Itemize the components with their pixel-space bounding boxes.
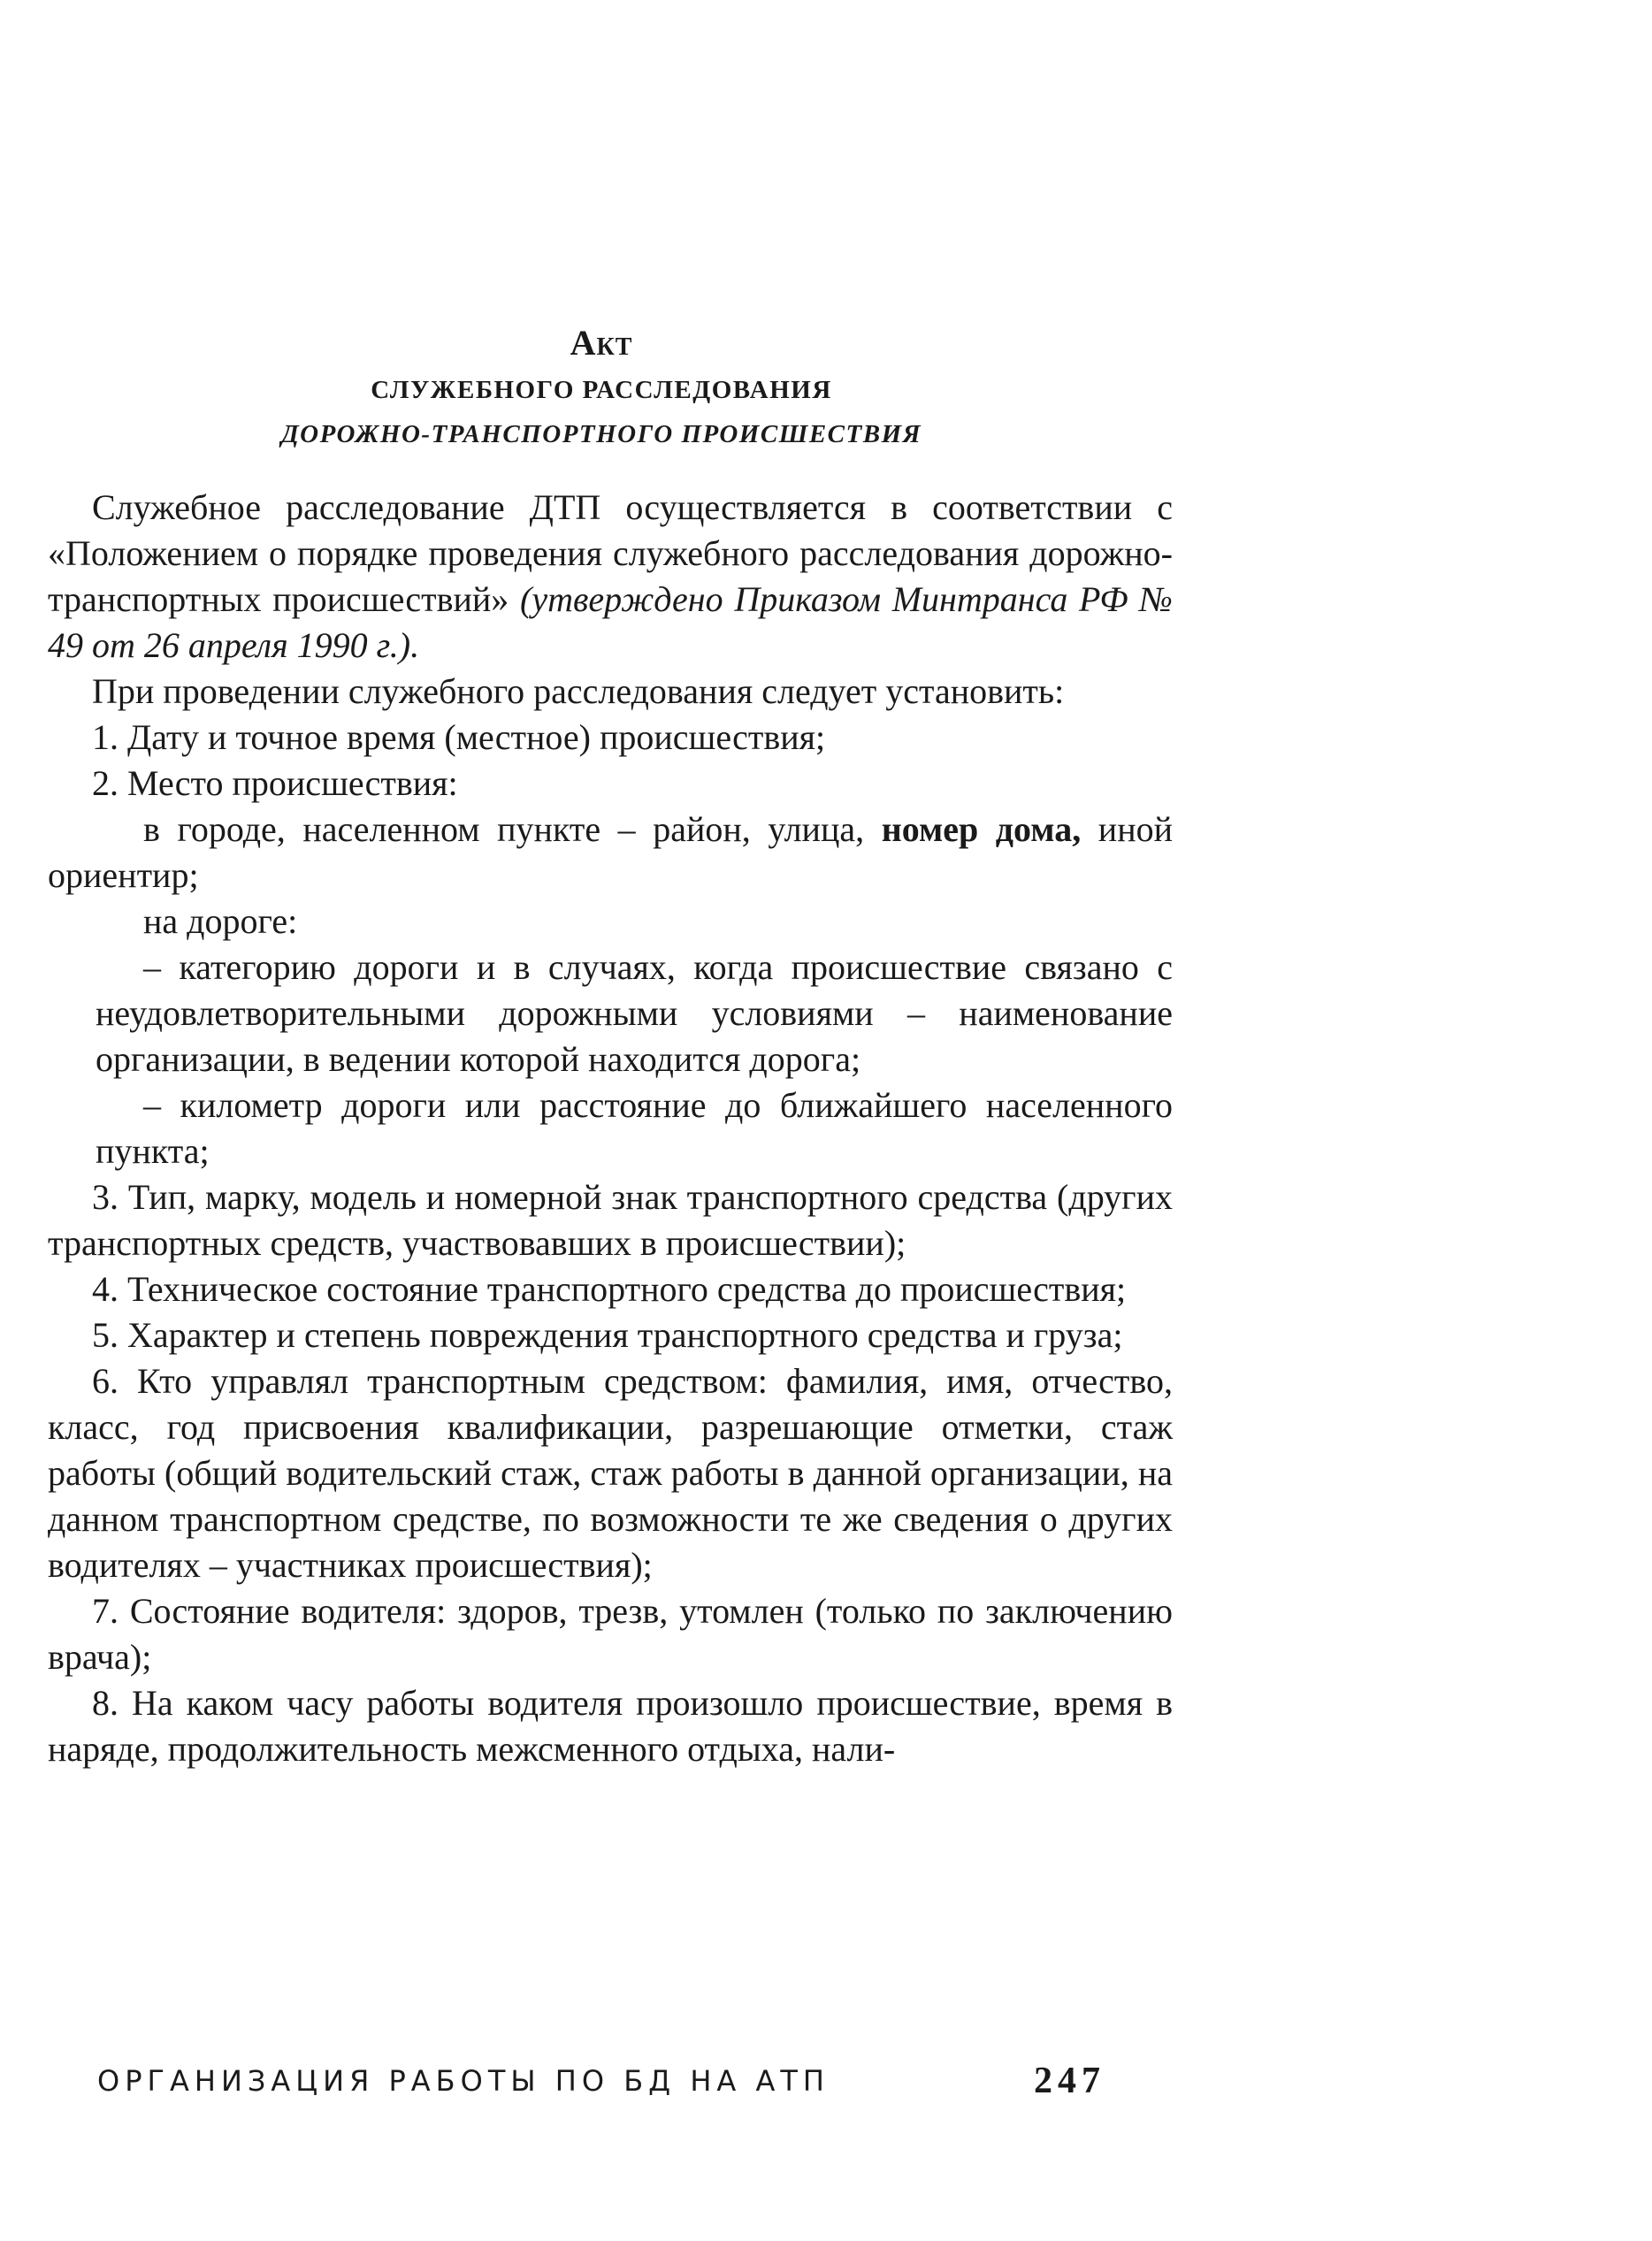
list-item-1: 1. Дату и точное время (местное) происшествия; <box>92 717 826 757</box>
city-bold-text: номер дома, <box>881 809 1082 849</box>
list-item-5: 5. Характер и степень повреждения транспортного средства и груза; <box>92 1315 1123 1355</box>
list-item-6: 6. Кто управлял транспортным средством: фамилия, имя, отчество, класс, год присвоения квалификации, разрешающие отметки, стаж работы (общий водительский стаж, стаж работы в данной организации, на данном транспортном средстве, по возможности те же сведения о других водителях – участниках происшествия); <box>48 1361 1173 1585</box>
city-tail-text: иной ориентир; <box>48 809 1174 895</box>
document-body <box>48 485 1173 1772</box>
intro-paragraph <box>48 485 1173 669</box>
intro-italic-reference: (утверждено Приказом Минтранса РФ № 49 от 26 апреля 1990 г.). <box>48 579 1173 665</box>
list-item-2: 2. Место происшествия: <box>92 763 458 803</box>
city-text: в городе, населенном пункте – район, улица, <box>143 809 882 849</box>
document-heading <box>0 318 1203 456</box>
list-item-2-road: на дороге: <box>143 901 298 941</box>
page-footer <box>97 2059 1105 2103</box>
list-item-7: 7. Состояние водителя: здоров, трезв, утомлен (только по заключению врача); <box>48 1591 1173 1677</box>
document-subtitle-line2: ДОРОЖНО-ТРАНСПОРТНОГО ПРОИСШЕСТВИЯ <box>280 420 922 448</box>
intro-text: Служебное расследование ДТП осуществляется в соответствии с «Положением о порядке проведения служебного расследования дорожно-транспортных происшествий» <box>48 487 1173 619</box>
list-item-4: 4. Техническое состояние транспортного средства до происшествия; <box>92 1269 1127 1309</box>
lead-paragraph: При проведении служебного расследования следует установить: <box>92 671 1065 711</box>
list-item-2-city <box>48 807 1173 899</box>
list-item-8: 8. На каком часу работы водителя произошло происшествие, время в наряде, продолжительность межсменного отдыха, нали- <box>48 1683 1173 1769</box>
page-number: 247 <box>1034 2061 1105 2101</box>
document-subtitle-line1: СЛУЖЕБНОГО РАССЛЕДОВАНИЯ <box>371 376 832 404</box>
list-item-2-road-kilometer: – километр дороги или расстояние до ближайшего населенного пункта; <box>96 1085 1173 1171</box>
running-title: ОРГАНИЗАЦИЯ РАБОТЫ ПО БД НА АТП <box>97 2064 830 2098</box>
list-item-3: 3. Тип, марку, модель и номерной знак транспортного средства (других транспортных средств, участвовавших в происшествии); <box>48 1177 1173 1263</box>
list-item-2-road-category: – категорию дороги и в случаях, когда происшествие связано с неудовлетворительными дорожными условиями – наименование организации, в ведении которой находится дорога; <box>96 947 1173 1079</box>
document-title: Акт <box>570 323 633 363</box>
